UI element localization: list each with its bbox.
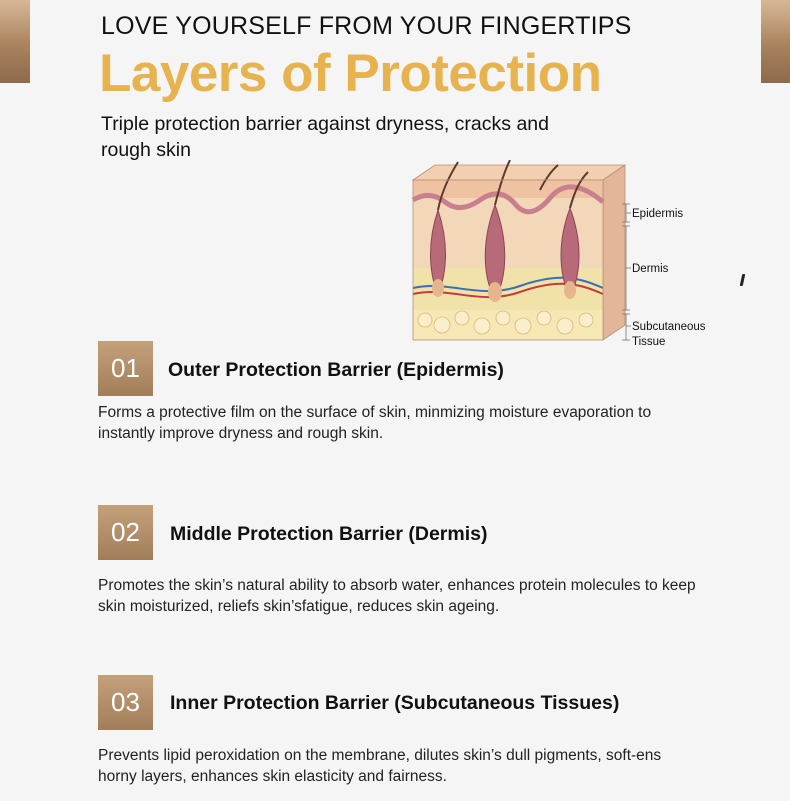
label-dermis: Dermis [632,263,669,275]
corner-decoration-left [0,0,30,83]
section-number-badge: 02 [98,505,153,560]
section-body: Prevents lipid peroxidation on the membrane, dilutes skin’s dull pigments, soft-ens horny layers, enhances skin elasticity and fairness. [98,747,662,785]
section-title: Outer Protection Barrier (Epidermis) [168,359,504,381]
section-inner-barrier [98,675,718,790]
corner-decoration-right [761,0,790,83]
section-number-badge: 03 [98,675,153,730]
section-body: Promotes the skin’s natural ability to absorb water, enhances protein molecules to keep skin moisturized, reliefs skin’sfatigue, reduces skin ageing. [98,577,696,615]
label-epidermis: Epidermis [632,208,684,220]
section-title: Inner Protection Barrier (Subcutaneous Tissues) [170,692,620,714]
decorative-tick [740,274,746,286]
page-title: Layers of Protection [99,44,602,103]
page-subtitle: Triple protection barrier against dryness, cracks and rough skin [101,113,549,161]
section-body: Forms a protective film on the surface of skin, minmizing moisture evaporation to instantly improve dryness and rough skin. [98,404,652,442]
kicker-text: LOVE YOURSELF FROM YOUR FINGERTIPS [101,12,632,40]
section-number-badge: 01 [98,341,153,396]
skin-layers-illustration [410,160,710,350]
section-title: Middle Protection Barrier (Dermis) [170,523,488,545]
label-subcutaneous: Subcutaneous [632,321,706,333]
section-outer-barrier [98,341,718,451]
section-middle-barrier [98,505,718,620]
label-tissue: Tissue [632,336,666,348]
